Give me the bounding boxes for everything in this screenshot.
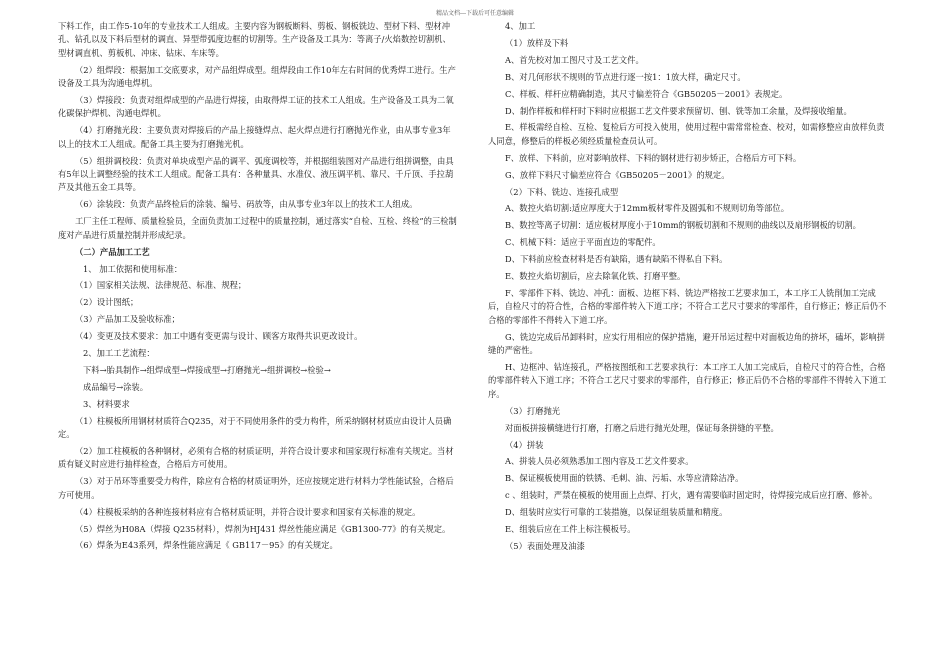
- list-item: A、首先校对加工图尺寸及工艺文件。: [505, 54, 644, 65]
- left-column: [58, 20, 458, 556]
- paragraph: 对面板拼接横缝进行打磨，打磨之后进行抛光处理，保证每条拼缝的平整。: [505, 422, 779, 433]
- list-item: B、对几何形状不规则的节点进行逐一按1：1放大样，确定尺寸。: [505, 71, 746, 82]
- subheading: 1、 加工依据和使用标准：: [83, 263, 183, 274]
- paragraph: （5）组拼调校段：负责对单块成型产品的调平、弧度调校等，并根据组装图对产品进行组拼调整，由具有5年以上调整经验的技术工人组成。配备工具有：各种量具、水准仪、液压调平机、靠尺、千斤顶、手拉葫芦及其他五金工具等。: [58, 155, 454, 193]
- paragraph: （6）涂装段：负责产品终检后的涂装、编号、码放等，由从事专业3年以上的技术工人组成。: [75, 199, 418, 210]
- subheading: 4、加工: [505, 21, 536, 31]
- paragraph: （3）对于吊环等重要受力构件，除应有合格的材质证明外，还应按规定进行材料力学性能试验，合格后方可使用。: [58, 476, 454, 500]
- list-item: F、放样、下料前，应对影响放样、下料的钢材进行初步矫正，合格后方可下料。: [505, 152, 802, 163]
- paragraph: （4）柱模板采纳的各种连接材料应有合格材质证明，并符合设计要求和国家有关标准的规定。: [75, 506, 421, 517]
- subheading: （3）打磨抛光: [505, 405, 561, 416]
- list-item: G、铣边完成后吊卸料时，应实行用相应的保护措施，避开吊运过程中对面板边角的挤坏，磕坏，影响拼缝的严密性。: [488, 331, 885, 356]
- list-item: （4）变更及技术要求：加工中遇有变更需与设计、顾客方取得共识更改设计。: [75, 331, 363, 342]
- section-heading: （二）产品加工工艺: [75, 246, 150, 257]
- list-item: D、下料前应检查材料是否有缺陷，遇有缺陷不得私自下料。: [505, 254, 728, 265]
- list-item: （1）国家相关法规、法律规范、标准、规程；: [75, 280, 247, 291]
- list-item: C、机械下料：适应于平面直边的零配件。: [505, 237, 661, 248]
- paragraph: 工厂主任工程师、质量检验员，全面负责加工过程中的质量控制，通过落实“自检、互检、终检”的三检制度对产品进行质量控制并形成纪录。: [58, 216, 457, 240]
- list-item: B、数控等离子切割：适应板材厚度小于10mm的钢板切割和不规则的曲线以及扇形钢板的切割。: [505, 220, 861, 231]
- list-item: E、组装后应在工件上标注模板号。: [505, 524, 636, 535]
- subheading: （2）下料、铣边、连接孔成型: [505, 186, 619, 197]
- list-item: G、放样下料尺寸偏差应符合《GB50205－2001》的规定。: [505, 169, 730, 180]
- list-item: H、边框冲、钻连接孔，严格按图纸和工艺要求执行：本工序工人加工完成后，自检尺寸的符合性，合格的零部件转入下道工序；不符合工艺尺寸要求的零部件，自行修正；修正后仍不合格的零部件不得转入下道工序。: [488, 362, 887, 399]
- paragraph: （1）柱模板所用钢材材质符合Q235，对于不同使用条件的受力构件，所采纳钢材材质应由设计人员确定。: [58, 415, 452, 440]
- paragraph: 下料工作，由工作5-10年的专业技术工人组成。主要内容为钢板断料、剪板、钢板铣边、型材下料、型材冲孔、钻孔以及下料后型材的调直、异型带弧度边框的切割等。生产设备及工具为：等离子/火焰数控切割机、型材调直机、剪板机、冲床、钻床、车床等。: [58, 21, 451, 58]
- list-item: A、数控火焰切割:适应厚度大于12mm板材零件及圆弧和不规则切角等部位。: [505, 203, 789, 214]
- list-item: D、制作样板和样杆时下料时应根据工艺文件要求预留切、刨、铣等加工余量，及焊接收缩量。: [505, 105, 852, 116]
- process-flow: 成品编号→涂装。: [83, 381, 149, 392]
- list-item: B、保证模板使用面的铁锈、毛刺、油、污垢、水等应清除洁净。: [505, 473, 744, 484]
- subheading: 3、材料要求: [83, 398, 130, 409]
- list-item: C、样板、样杆应精确制造，其尺寸偏差符合《GB50205－2001》表规定。: [505, 88, 788, 99]
- paragraph: （4）打磨抛光段：主要负责对焊接后的产品上接缝焊点、起火焊点进行打磨抛光作业，由从事专业3年以上的技术工人组成。配备工具主要为打磨抛光机。: [58, 125, 451, 149]
- list-item: c 、组装时，严禁在模板的使用面上点焊、打火，遇有需要临时固定时，待焊接完成后应打磨、修补。: [505, 490, 878, 501]
- subheading: （1）放样及下料: [505, 37, 569, 48]
- paragraph: （2）加工柱模板的各种钢材，必须有合格的材质证明，并符合设计要求和国家现行标准有关规定。当材质有疑义时应进行抽样检查，合格后方可使用。: [58, 445, 454, 470]
- paragraph: （5）焊丝为H08A（焊接 Q235材料），焊剂为HJ431 焊丝性能应满足《GB1300-77》的有关规定。: [75, 523, 451, 534]
- subheading: （4）拼装: [505, 439, 544, 450]
- list-item: （2）设计图纸；: [75, 297, 139, 308]
- process-flow: 下料→胎具制作→组焊成型→焊接成型→打磨抛光→组拼调校→检验→: [83, 364, 331, 375]
- list-item: F、零部件下料、铣边、冲孔：面板、边框下料、铣边严格按工艺要求加工，本工序工人铣削加工完成后，自检尺寸的符合性，合格的零部件转入下道工序；不符合工艺尺寸要求的零部件，自行修正；修正后仍不合格的零部件不得转入下道工序。: [488, 288, 887, 325]
- list-item: E、样板需经自检、互检、复检后方可投入使用，使用过程中需常常检查、校对，如需修整应由放样负责人同意，修整后的样板必须经质量检查员认可。: [488, 122, 885, 146]
- list-item: D、组装时应实行可靠的工装措施，以保证组装质量和精度。: [505, 507, 728, 518]
- subheading: 2、加工工艺流程：: [83, 348, 155, 359]
- paragraph: （3）焊接段：负责对组焊成型的产品进行焊接，由取得焊工证的技术工人组成。生产设备及工具为二氧化碳保护焊机、沟通电焊机。: [58, 95, 454, 119]
- paragraph: （2）组焊段：根据加工交底要求，对产品组焊成型。组焊段由工作10年左右时间的优秀焊工进行。生产设备及工具为沟通电焊机。: [58, 64, 456, 89]
- list-item: A、拼装人员必须熟悉加工图内容及工艺文件要求。: [505, 456, 694, 467]
- right-column: [488, 20, 888, 557]
- list-item: E、数控火焰切割后，应去除氧化铁、打磨平整。: [505, 271, 686, 282]
- page-header: 精品文档---下载后可任意编辑: [435, 10, 515, 17]
- list-item: （3）产品加工及验收标准；: [75, 314, 180, 325]
- subheading: （5）表面处理及油漆: [505, 541, 585, 551]
- paragraph: （6）焊条为E43系列，焊条性能应满足《 GB117－95》的有关规定。: [75, 540, 338, 551]
